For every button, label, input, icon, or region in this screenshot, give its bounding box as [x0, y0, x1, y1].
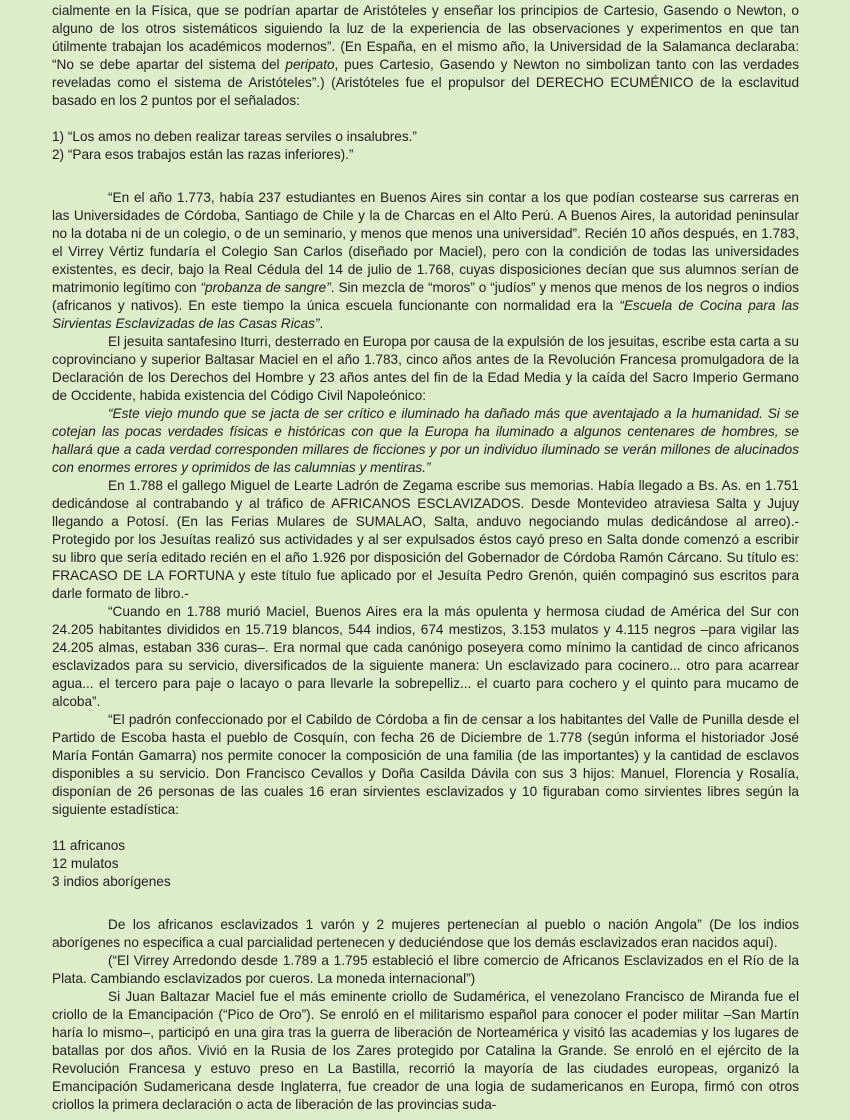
text-run: 2) “Para esos trabajos están las razas inferiores).” — [52, 147, 354, 162]
paragraph — [52, 603, 799, 711]
paragraph — [52, 2, 799, 110]
paragraph — [52, 333, 799, 405]
italic-text: “probanza de sangre” — [200, 280, 331, 295]
document-page — [52, 2, 799, 1114]
text-run: 3 indios aborígenes — [52, 874, 171, 889]
paragraph — [52, 189, 799, 333]
paragraph — [52, 711, 799, 819]
text-run: De los africanos esclavizados 1 varón y 2 mujeres pertenecían al pueblo o nación Angola” (De los indios aborígenes no especifica a cual parcialidad pertenecen y deduciéndose que los demás esclavizados eran nacidos aquí). — [52, 917, 799, 950]
spacer — [52, 110, 799, 128]
spacer — [52, 891, 799, 916]
text-run: 1) “Los amos no deben realizar tareas serviles o insalubres.” — [52, 129, 417, 144]
italic-text: “Este viejo mundo que se jacta de ser crítico e iluminado ha dañado más que aventajado a la humanidad. Si se cotejan las pocas verdades físicas e históricas con que la Europa ha iluminado a algunos centenares de hombres, se hallará que a cada verdad corresponden millares de ficciones y por un individuo iluminado se verán millones de alucinados con enormes errores y oprimidos de las calumnias y mentiras.” — [52, 406, 799, 475]
list-item — [52, 128, 799, 146]
paragraph — [52, 916, 799, 952]
paragraph — [52, 988, 799, 1114]
list-item — [52, 873, 799, 891]
text-run: “En el año 1.773, había 237 estudiantes en Buenos Aires sin contar a los que podían costearse sus carreras en las Universidades de Córdoba, Santiago de Chile y la de Charcas en el Alto Perú. A Buenos Aires, la autoridad peninsular no la dotaba ni de un colegio, o de un seminario, y menos que menos una universidad”. Recién 10 años después, en 1.783, el Virrey Vértiz fundaría el Colegio San Carlos (diseñado por Maciel), pero con la condición de todas las universidades existentes, es decir, bajo la Real Cédula del 14 de julio de 1.768, cuyas disposiciones decían que sus alumnos serían de matrimonio legítimo con — [52, 190, 799, 295]
spacer — [52, 164, 799, 189]
paragraph — [52, 477, 799, 603]
text-run: Si Juan Baltazar Maciel fue el más eminente criollo de Sudamérica, el venezolano Francisco de Miranda fue el criollo de la Emancipación (“Pico de Oro”). Se enroló en el militarismo español para conocer el poder militar –San Martín haría lo mismo–, participó en una gira tras la guerra de liberación de Norteamérica y visitó las academias y los lugares de batallas por dos años. Vivió en la Rusia de los Zares protegido por Catalina la Grande. Se enroló en el ejército de la Revolución Francesa y estuvo preso en La Bastilla, recorrió la mayoría de las ciudades europeas, organizó la Emancipación Sudamericana desde Inglaterra, fue creador de una logia de sudamericanos en Europa, firmó con otros criollos la primera declaración o acta de liberación de las provincias suda- — [52, 989, 799, 1112]
italic-text: “Escuela de Cocina para las Sirvientas Esclavizadas de las Casas Ricas” — [52, 298, 799, 331]
text-run: El jesuita santafesino Iturri, desterrado en Europa por causa de la expulsión de los jesuitas, escribe esta carta a su coprovinciano y superior Baltasar Maciel en el año 1.783, cinco años antes de la Revolución Francesa promulgadora de la Declaración de los Derechos del Hombre y 23 años antes del fin de la Edad Media y la caída del Sacro Imperio Germano de Occidente, habida existencia del Código Civil Napoleónico: — [52, 334, 799, 403]
text-run: . — [319, 316, 324, 331]
italic-text: peripato — [285, 57, 335, 72]
text-run: 11 africanos — [52, 838, 126, 853]
text-run: cialmente en la Física, que se podrían apartar de Aristóteles y enseñar los principios de Cartesio, Gasendo o Newton, o alguno de los otros sistemáticos siguiendo la luz de la experiencia de las observaciones y experimentos en que tan útilmente trabajan los académicos modernos”. (En España, en el mismo año, la Universidad de la Salamanca declaraba: “No se debe apartar del sistema del — [52, 3, 799, 72]
list-item — [52, 837, 799, 855]
text-run: , pues Cartesio, Gasendo y Newton no simbolizan tanto con las verdades reveladas como el sistema de Aristóteles”.) (Aristóteles fue el propulsor del DERECHO ECUMÉNICO de la esclavitud basado en los 2 puntos por el señalados: — [52, 57, 799, 108]
text-run: En 1.788 el gallego Miguel de Learte Ladrón de Zegama escribe sus memorias. Había llegado a Bs. As. en 1.751 dedicándose al contrabando y al tráfico de AFRICANOS ESCLAVIZADOS. Desde Montevideo atraviesa Salta y Jujuy llegando a Potosí. (En las Ferias Mulares de SUMALAO, Salta, anduvo negociando mulas dedicándose al arreo).- Protegido por los Jesuítas realizó sus actividades y al ser expulsados éstos cayó preso en Salta donde comenzó a escribir su libro que sería editado recién en el año 1.926 por disposición del Gobernador de Córdoba Ramón Cárcano. Su título es: FRACASO DE LA FORTUNA y este título fue aplicado por el Jesuíta Pedro Grenón, quién compaginó sus escritos para darle formato de libro.- — [52, 478, 799, 601]
text-run: “El padrón confeccionado por el Cabildo de Córdoba a fin de censar a los habitantes del Valle de Punilla desde el Partido de Escoba hasta el pueblo de Cosquín, con fecha 26 de Diciembre de 1.778 (según informa el historiador José María Fontán Gamarra) nos permite conocer la composición de una familia (de las importantes) y la cantidad de esclavos disponibles a su servicio. Don Francisco Cevallos y Doña Casilda Dávila con sus 3 hijos: Manuel, Florencia y Rosalía, disponían de 26 personas de las cuales 16 eran sirvientes esclavizados y 10 figuraban como sirvientes libres según la siguiente estadística: — [52, 712, 799, 817]
text-run: (“El Virrey Arredondo desde 1.789 a 1.795 estableció el libre comercio de Africanos Esclavizados en el Río de la Plata. Cambiando esclavizados por cueros. La moneda internacional”) — [52, 953, 799, 986]
text-run: . Sin mezcla de “moros” o “judíos” y menos que menos de los negros o indios (africanos y nativos). En este tiempo la única escuela funcionante con normalidad era la — [52, 280, 800, 313]
text-run: “Cuando en 1.788 murió Maciel, Buenos Aires era la más opulenta y hermosa ciudad de América del Sur con 24.205 habitantes divididos en 15.719 blancos, 544 indios, 674 mestizos, 3.153 mulatos y 4.115 negros –para vigilar las 24.205 almas, estaban 336 curas–. Era normal que cada canónigo poseyera como mínimo la cantidad de cinco africanos esclavizados para su servicio, diversificados de la siguiente manera: Un esclavizado para cocinero... otro para acarrear agua... el tercero para paje o lacayo o para llevarle la sobrepelliz... el cuarto para cochero y el quinto para mucamo de alcoba”. — [52, 604, 799, 709]
quote-paragraph — [52, 405, 799, 477]
spacer — [52, 819, 799, 837]
paragraph — [52, 952, 799, 988]
list-item — [52, 146, 799, 164]
text-run: 12 mulatos — [52, 856, 119, 871]
list-item — [52, 855, 799, 873]
